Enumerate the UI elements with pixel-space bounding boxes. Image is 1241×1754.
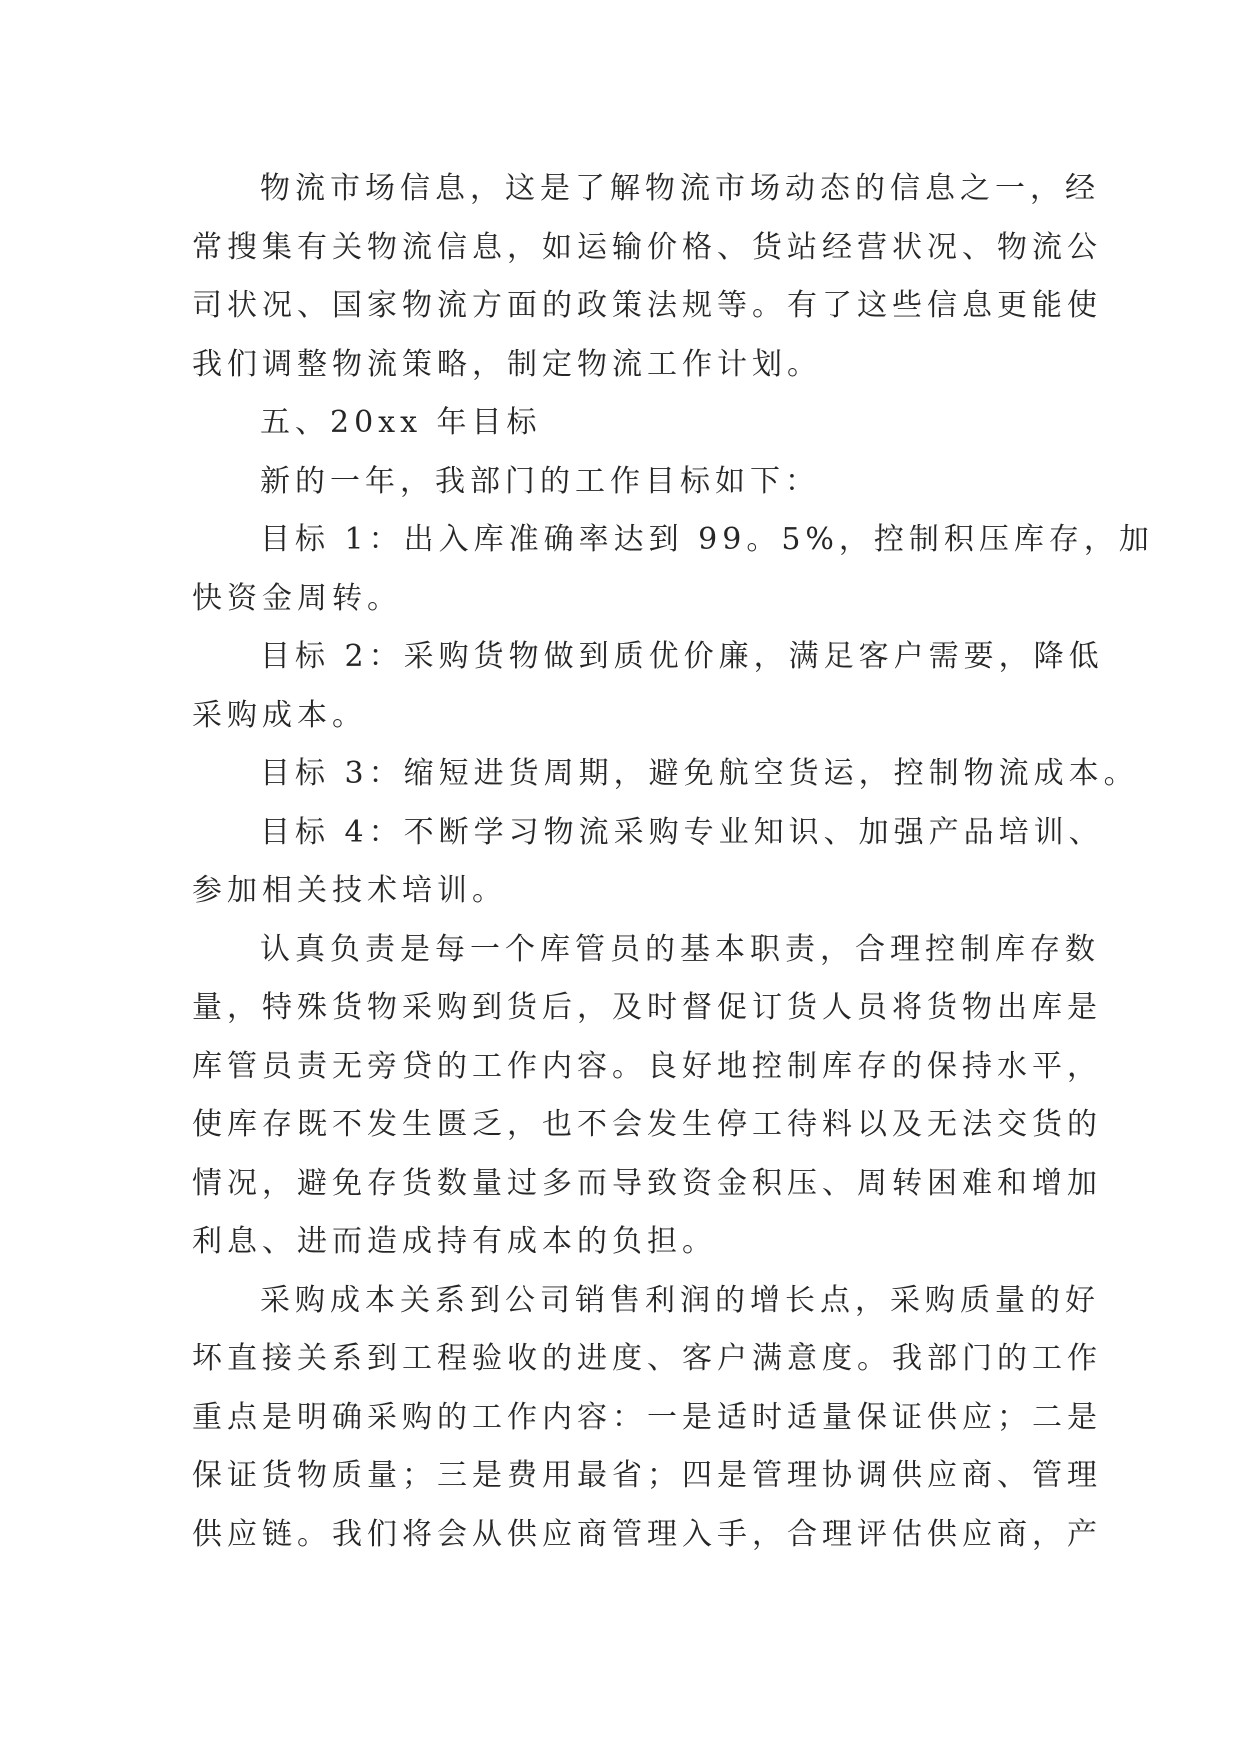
paragraph-purchasing-cost (192, 1272, 1102, 1565)
text-line: 目标 4：不断学习物流采购专业知识、加强产品培训、 (260, 814, 1104, 850)
text-line: 重点是明确采购的工作内容：一是适时适量保证供应；二是 (192, 1399, 1102, 1435)
paragraph-goal-4 (192, 804, 1104, 921)
text-line: 坏直接关系到工程验收的进度、客户满意度。我部门的工作 (192, 1341, 1102, 1376)
text-line: 新的一年，我部门的工作目标如下： (260, 463, 820, 499)
paragraph-goal-3 (192, 745, 1139, 804)
paragraph-logistics-info (192, 160, 1102, 394)
text-line: 库管员责无旁贷的工作内容。良好地控制库存的保持水平， (192, 1048, 1102, 1084)
text-line: 使库存既不发生匮乏，也不会发生停工待料以及无法交货的 (192, 1107, 1102, 1142)
text-line: 目标 3：缩短进货周期，避免航空货运，控制物流成本。 (260, 756, 1139, 791)
text-line: 利息、进而造成持有成本的负担。 (192, 1224, 717, 1259)
text-line: 五、20xx 年目标 (260, 405, 542, 440)
section-heading-goals (192, 394, 1058, 453)
text-line: 供应链。我们将会从供应商管理入手，合理评估供应商，产 (192, 1516, 1102, 1552)
document-body (192, 160, 1154, 1564)
paragraph-goal-2 (192, 628, 1104, 745)
text-line: 常搜集有关物流信息，如运输价格、货站经营状况、物流公 (192, 229, 1102, 265)
text-line: 目标 1：出入库准确率达到 99。5%，控制积压库存，加 (260, 522, 1154, 557)
text-line: 采购成本关系到公司销售利润的增长点，采购质量的好 (260, 1282, 1100, 1318)
paragraph-inventory-duty (192, 921, 1102, 1272)
paragraph-goal-1 (192, 511, 1154, 628)
paragraph-goals-intro (192, 453, 1058, 512)
text-line: 认真负责是每一个库管员的基本职责，合理控制库存数 (260, 931, 1100, 967)
text-line: 我们调整物流策略，制定物流工作计划。 (192, 346, 822, 382)
text-line: 目标 2：采购货物做到质优价廉，满足客户需要，降低 (260, 639, 1104, 674)
text-line: 保证货物质量；三是费用最省；四是管理协调供应商、管理 (192, 1458, 1102, 1493)
text-line: 采购成本。 (192, 697, 367, 733)
text-line: 量，特殊货物采购到货后，及时督促订货人员将货物出库是 (192, 990, 1102, 1025)
text-line: 司状况、国家物流方面的政策法规等。有了这些信息更能使 (192, 288, 1102, 323)
text-line: 情况，避免存货数量过多而导致资金积压、周转困难和增加 (192, 1165, 1102, 1201)
text-line: 快资金周转。 (192, 580, 402, 616)
text-line: 物流市场信息，这是了解物流市场动态的信息之一，经 (260, 171, 1100, 206)
text-line: 参加相关技术培训。 (192, 873, 507, 908)
